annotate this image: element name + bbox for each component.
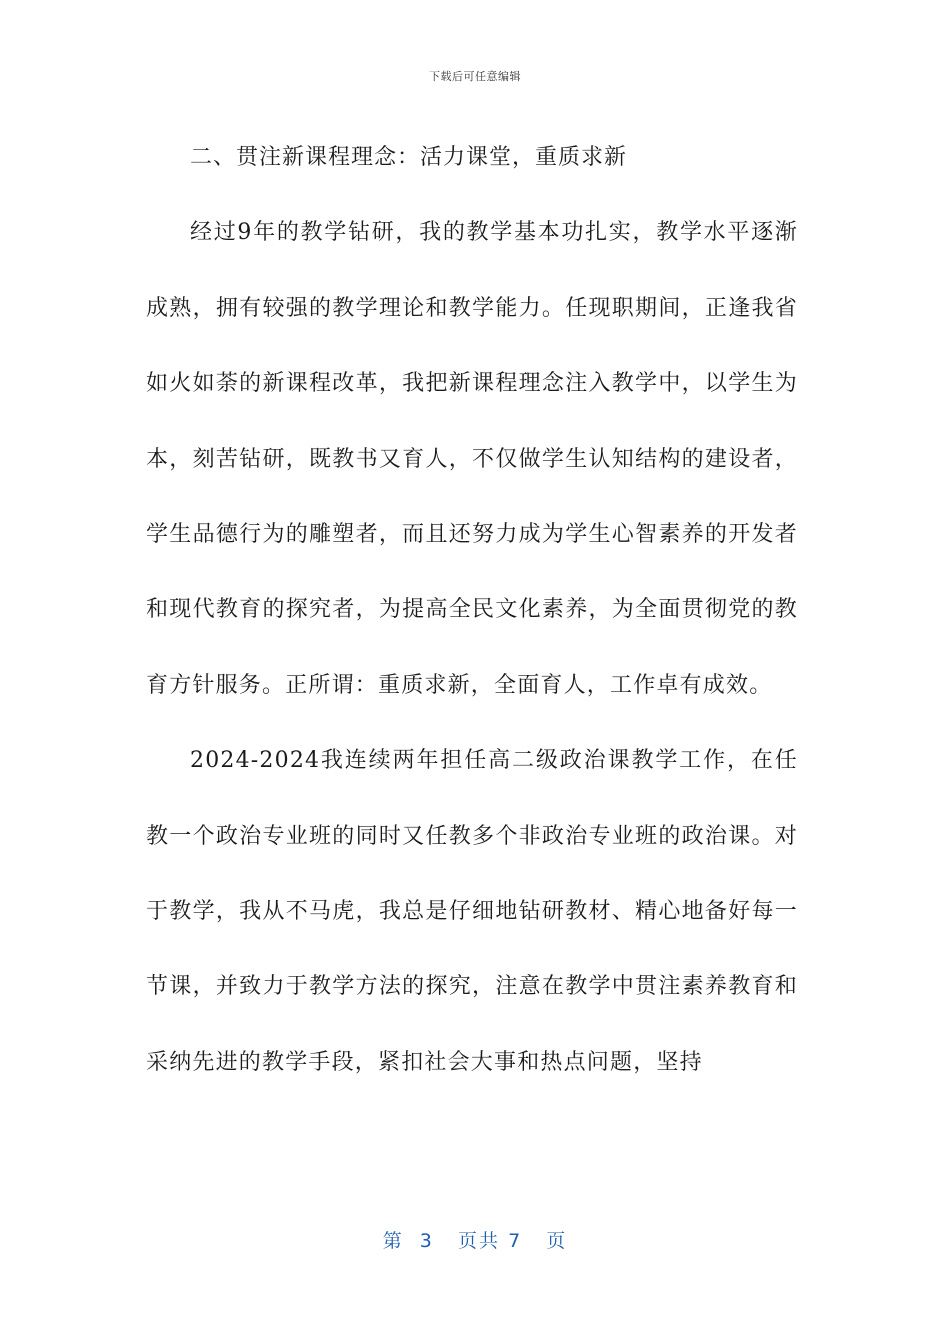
section-heading: 二、贯注新课程理念：活力课堂，重质求新 [190,145,628,170]
header-note: 下载后可任意编辑 [429,70,521,83]
total-pages-number: 7 [508,1230,523,1252]
document-body [146,120,798,1100]
body-paragraph-2: 2024-2024我连续两年担任高二级政治课教学工作，在任教一个政治专业班的同时又任教多个非政治专业班的政治课。对于教学，我从不马虎，我总是仔细地钻研教材、精心地备好每一节课，并致力于教学方法的探究，注意在教学中贯注素养教育和采纳先进的教学手段，紧扣社会大事和热点问题，坚持 [146,748,798,1075]
body-paragraph-1: 经过9年的教学钻研，我的教学基本功扎实，教学水平逐渐成熟，拥有较强的教学理论和教学能力。任现职期间，正逢我省如火如荼的新课程改革，我把新课程理念注入教学中，以学生为本，刻苦钻研，既教书又育人，不仅做学生认知结构的建设者，学生品德行为的雕塑者，而且还努力成为学生心智素养的开发者和现代教育的探究者，为提高全民文化素养，为全面贯彻党的教育方针服务。正所谓：重质求新，全面育人，工作卓有成效。 [146,220,798,698]
current-page-number: 3 [419,1230,434,1252]
footer-prefix: 第 [382,1230,404,1252]
footer-suffix: 页 [546,1230,568,1252]
page-footer [0,1226,950,1253]
footer-middle: 页共 [458,1230,501,1252]
